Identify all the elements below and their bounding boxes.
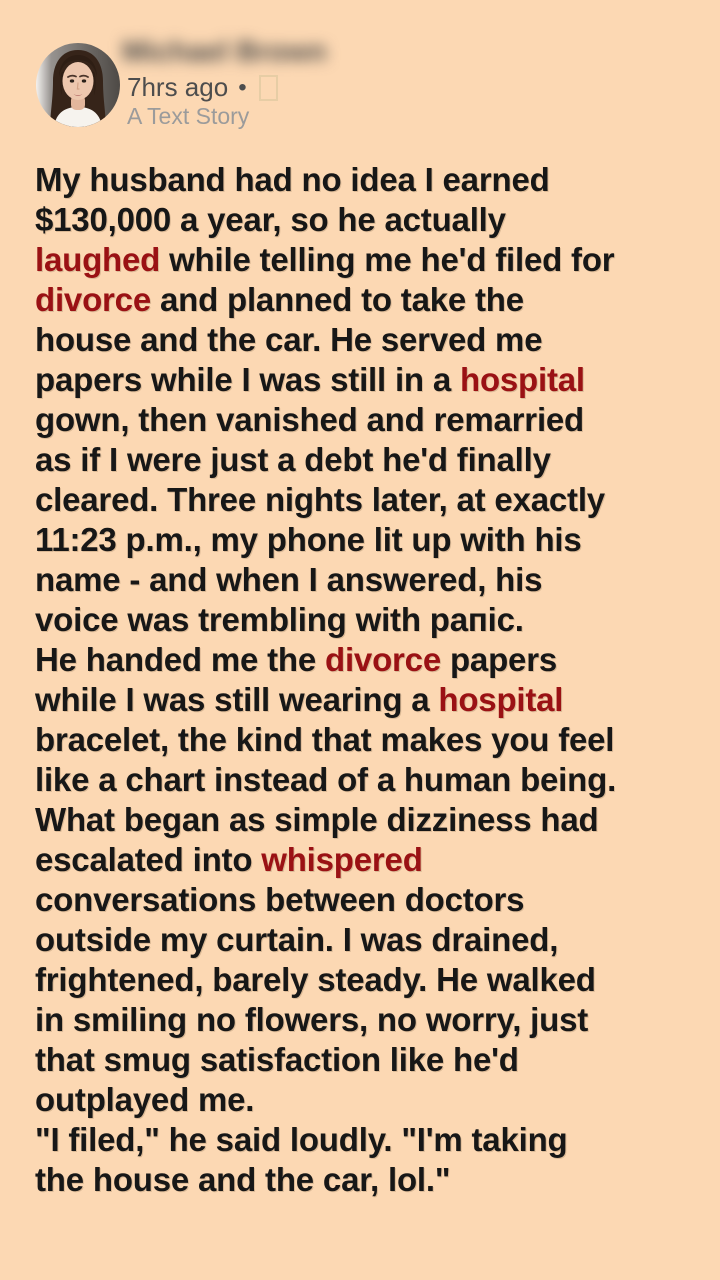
story-segment: What began as simple dizziness had	[35, 801, 599, 838]
post-meta	[127, 72, 278, 103]
story-line	[35, 640, 700, 680]
story-line	[35, 1000, 700, 1040]
highlighted-word: hospital	[459, 361, 585, 398]
story-line	[35, 760, 700, 800]
author-avatar	[36, 43, 120, 127]
author-name-blurred: Michael Brown	[122, 36, 327, 68]
story-segment: house and the car. He served me	[35, 321, 543, 358]
highlighted-word: divorce	[325, 641, 441, 678]
story-line	[35, 520, 700, 560]
story-segment: like a chart instead of a human being.	[35, 761, 617, 798]
story-line	[35, 960, 700, 1000]
story-segment: $130,000 a year, so he actually	[35, 201, 506, 238]
story-segment: frightened, barely steady. He walked	[35, 961, 596, 998]
story-line	[35, 320, 700, 360]
story-segment: outside my curtain. I was drained,	[35, 921, 559, 958]
story-line	[35, 240, 700, 280]
story-text	[35, 160, 700, 1200]
highlighted-word: divorce	[35, 281, 151, 318]
globe-privacy-missing-glyph-icon	[259, 75, 278, 101]
story-segment: outplayed me.	[35, 1081, 255, 1118]
highlighted-word: laughed	[35, 241, 161, 278]
story-line	[35, 1120, 700, 1160]
highlighted-word: hospital	[438, 681, 564, 718]
story-line	[35, 160, 700, 200]
post-header	[0, 0, 720, 150]
story-segment: that smug satisfaction like he'd	[35, 1041, 519, 1078]
story-segment: "I filed," he said loudly. "I'm taking	[35, 1121, 568, 1158]
story-segment: name - and when I answered, his	[35, 561, 543, 598]
story-line	[35, 280, 700, 320]
story-segment: My husband had no idea I earned	[35, 161, 550, 198]
story-segment: papers	[441, 641, 557, 678]
story-line	[35, 400, 700, 440]
separator-dot: •	[238, 73, 247, 101]
story-segment: papers while I was still in a	[35, 361, 460, 398]
story-segment: voice was trembling with paпic.	[35, 601, 524, 638]
story-segment: gown, then vanished and remarried	[35, 401, 585, 438]
story-segment: in smiling no flowers, no worry, just	[35, 1001, 589, 1038]
story-segment: escalated into	[35, 841, 262, 878]
story-segment: while telling me he'd filed for	[160, 241, 615, 278]
story-line	[35, 680, 700, 720]
story-line	[35, 1040, 700, 1080]
story-line	[35, 800, 700, 840]
highlighted-word: whispered	[261, 841, 423, 878]
story-line	[35, 360, 700, 400]
story-line	[35, 720, 700, 760]
story-line	[35, 600, 700, 640]
story-line	[35, 200, 700, 240]
story-segment: conversations between doctors	[35, 881, 525, 918]
story-line	[35, 1160, 700, 1200]
story-segment: the house and the car, lol."	[35, 1161, 451, 1198]
story-segment: cleared. Three nights later, at exactly	[35, 481, 605, 518]
story-line	[35, 840, 700, 880]
story-segment: and planned to take the	[151, 281, 524, 318]
story-segment: He handed me the	[35, 641, 325, 678]
story-segment: as if I were just a debt he'd finally	[35, 441, 551, 478]
avatar-illustration	[36, 43, 120, 127]
story-segment: while I was still wearing a	[35, 681, 439, 718]
post-subtitle: A Text Story	[127, 103, 250, 129]
story-line	[35, 920, 700, 960]
timestamp: 7hrs ago	[127, 72, 229, 102]
story-line	[35, 880, 700, 920]
story-line	[35, 1080, 700, 1120]
story-line	[35, 440, 700, 480]
story-segment: bracelet, the kind that makes you feel	[35, 721, 615, 758]
story-line	[35, 560, 700, 600]
story-line	[35, 480, 700, 520]
story-segment: 11:23 p.m., my phone lit up with his	[35, 521, 582, 558]
